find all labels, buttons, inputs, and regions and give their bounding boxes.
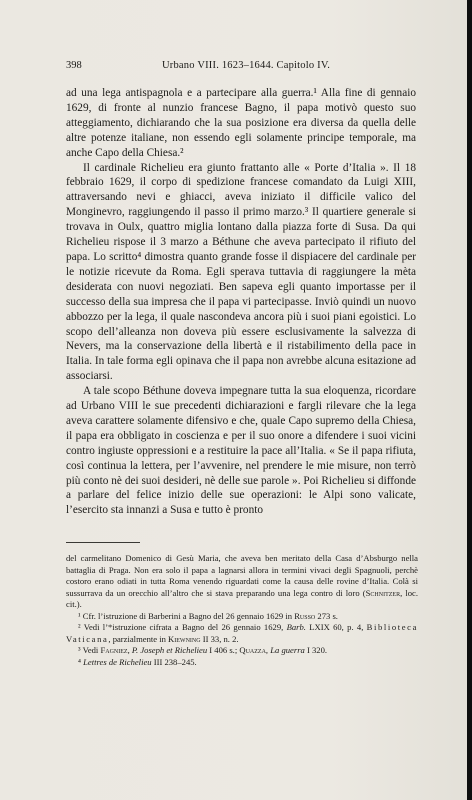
footnote-2: ² Vedi l’*istruzione cifrata a Bagno del 26 gennaio 1629, Barb. LXIX 60, p. 4, Biblioteca Vaticana, parzialmente in Kiewning II 33, n. 2. — [66, 622, 418, 644]
page-number: 398 — [66, 60, 82, 71]
paragraph-1: ad una lega antispagnola e a partecipare alla guerra.¹ Alla fine di gennaio 1629, di fronte al nunzio francese Bagno, il papa motivò questo suo atteggiamento, dichiarando che la sua posizione era diversa da quella delle altre potenze italiane, non essendo egli solamente principe temporale, ma anche Capo della Chiesa.² — [66, 87, 416, 159]
page-header — [66, 60, 412, 74]
footnote-3: ³ Vedi Fagniez, P. Joseph et Richelieu I 406 s.; Quazza, La guerra I 320. — [78, 645, 328, 655]
author-name: Quazza — [239, 645, 266, 655]
main-text — [66, 86, 416, 518]
author-name: Schnitzer — [365, 587, 401, 598]
archive-name: Biblioteca Vaticana — [66, 622, 418, 644]
author-name: Russo — [294, 610, 316, 621]
footnote-continuation: del carmelitano Domenico di Gesù Maria, che aveva ben meritato della Casa d’Absburgo nella battaglia di Praga. Non era solo il papa a lagnarsi allora in termini vivaci degli Spagnuoli, perchè costoro erano odiati in tutta Roma venendo riguardati come la causa delle rovine d’Italia. Colà si sussurrava da un orecchio all’altro che si stava preparando una lega contro di loro (Schnitzer, loc. cit.). — [66, 553, 419, 609]
scan-edge — [467, 0, 472, 800]
footnote-1: ¹ Cfr. l’istruzione di Barberini a Bagno del 26 gennaio 1629 in Russo 273 s. — [78, 610, 338, 621]
author-name: Kiewning — [168, 633, 201, 644]
footnote-4: ⁴ Lettres de Richelieu III 238–245. — [78, 656, 197, 667]
footnotes — [66, 553, 418, 668]
paragraph-3: A tale scopo Béthune doveva impegnare tutta la sua eloquenza, ricordare ad Urbano VIII le sue precedenti dichiarazioni e fargli rilevare che la lega aveva carattere solamente difensivo e che, quale Capo supremo della Chiesa, il papa era obbligato in coscienza e per il suo onore a difendere i suoi vicini contro ingiuste oppressioni e a restituire la pace all’Italia. « Se il papa rifiuta, così continua la lettera, per l’avvenire, nel prendere le mie misure, non terrò più conto nè dei suoi desideri, nè delle sue parole ». Poi Richelieu si diffonde a parlare del felice inizio delle sue operazioni: le Alpi sono valicate, l’esercito sta innanzi a Susa e tutto è pronto — [66, 385, 416, 517]
author-name: Fagniez — [100, 645, 128, 655]
footnote-separator — [66, 542, 140, 543]
running-head: Urbano VIII. 1623–1644. Capitolo IV. — [162, 60, 331, 71]
paragraph-2: Il cardinale Richelieu era giunto frattanto alle « Porte d’Italia ». Il 18 febbraio 1629, il corpo di spedizione francese comandato da Luigi XIII, attraversando nevi e ghiacci, aveva iniziato il difficile valico del Monginevro, raggiungendo il passo il primo marzo.³ Il quartiere generale si trovava in Oulx, quattro miglia lontano dalla piazza forte di Susa. Da qui Richelieu rispose il 3 marzo a Béthune che aveva partecipato il rifiuto del papa. Lo scritto⁴ dimostra quanto grande fosse il dispiacere del cardinale per le notizie ricevute da Roma. Egli sperava tuttavia di raggiungere la mèta desiderata con nuovi negoziati. Ben sapeva egli quanto importasse per il successo della sua impresa che il papa vi partecipasse. Inviò quindi un nuovo abbozzo per la lega, il quale nascondeva ancora più i suoi piani egoistici. Lo scopo dell’alleanza non doveva più essere esclusivamente la salvezza di Nevers, ma la conservazione della libertà e il ristabilimento della pace in Italia. In tale forma egli opinava che il papa non avrebbe alcuna esitazione ad associarsi. — [66, 161, 416, 383]
